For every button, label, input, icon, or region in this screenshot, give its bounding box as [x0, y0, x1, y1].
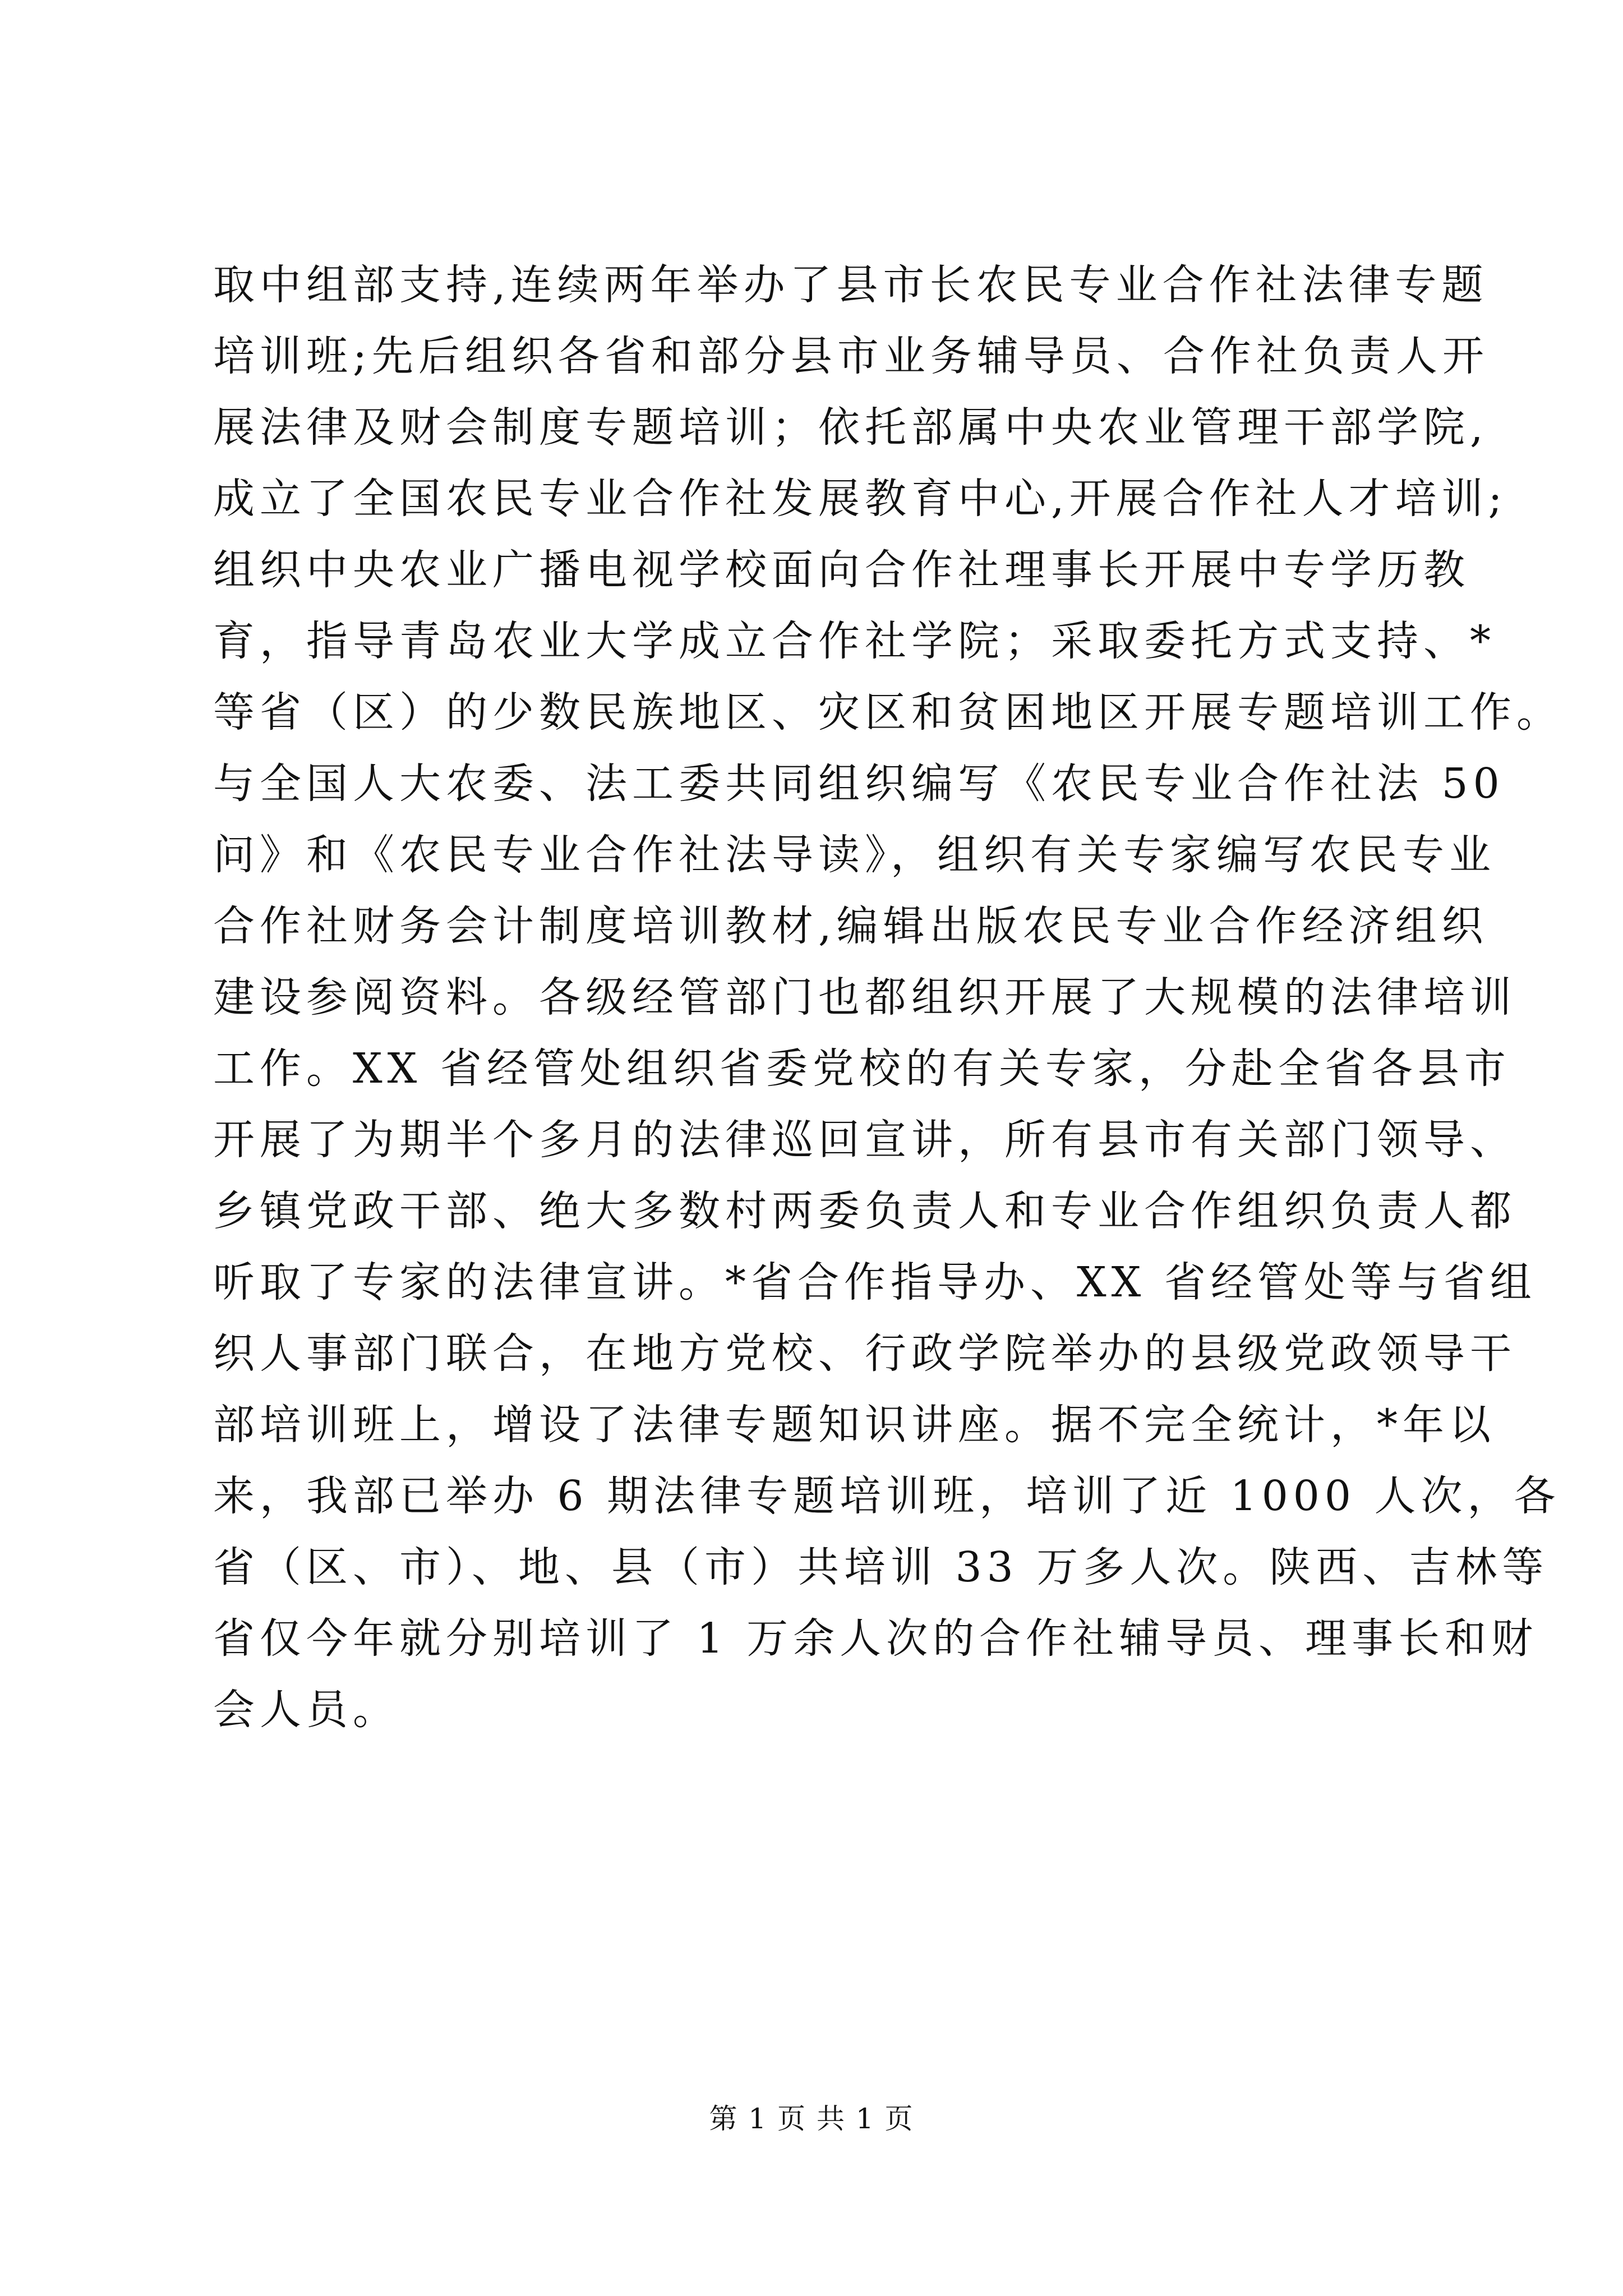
text-line: 织人事部门联合，在地方党校、行政学院举办的县级党政领导干	[213, 1329, 1516, 1378]
text-line: 合作社财务会计制度培训教材,编辑出版农民专业合作经济组织	[213, 902, 1488, 950]
text-line: 与全国人大农委、法工委共同组织编写《农民专业合作社法 50	[213, 760, 1505, 808]
text-line: 组织中央农业广播电视学校面向合作社理事长开展中专学历教	[213, 546, 1470, 594]
text-line: 会人员。	[213, 1686, 399, 1734]
text-line: 育，指导青岛农业大学成立合作社学院；采取委托方式支持、*	[213, 617, 1496, 665]
text-line: 省仅今年就分别培训了 1 万余人次的合作社辅导员、理事长和财	[213, 1614, 1538, 1663]
text-line: 来，我部已举办 6 期法律专题培训班，培训了近 1000 人次，各	[213, 1472, 1561, 1520]
text-line: 问》和《农民专业合作社法导读》，组织有关专家编写农民专业	[213, 831, 1496, 879]
text-line: 开展了为期半个多月的法律巡回宣讲，所有县市有关部门领导、	[213, 1116, 1516, 1164]
body-paragraph	[213, 250, 1563, 1746]
text-line: 培训班;先后组织各省和部分县市业务辅导员、合作社负责人开	[213, 332, 1489, 380]
text-line: 取中组部支持,连续两年举办了县市长农民专业合作社法律专题	[213, 261, 1488, 309]
page-footer: 第 1 页 共 1 页	[709, 2102, 914, 2135]
text-line: 乡镇党政干部、绝大多数村两委负责人和专业合作组织负责人都	[213, 1187, 1516, 1235]
text-line: 省（区、市）、地、县（市）共培训 33 万多人次。陕西、吉林等	[213, 1543, 1549, 1591]
text-line: 等省（区）的少数民族地区、灾区和贫困地区开展专题培训工作。	[213, 688, 1563, 737]
text-line: 展法律及财会制度专题培训；依托部属中央农业管理干部学院,	[213, 403, 1488, 452]
text-line: 部培训班上，增设了法律专题知识讲座。据不完全统计，*年以	[213, 1401, 1496, 1449]
text-line: 建设参阅资料。各级经管部门也都组织开展了大规模的法律培训	[213, 973, 1516, 1022]
text-line: 工作。XX 省经管处组织省委党校的有关专家，分赴全省各县市	[213, 1045, 1511, 1093]
text-line: 成立了全国农民专业合作社发展教育中心,开展合作社人才培训;	[213, 475, 1507, 523]
text-line: 听取了专家的法律宣讲。*省合作指导办、XX 省经管处等与省组	[213, 1258, 1537, 1306]
